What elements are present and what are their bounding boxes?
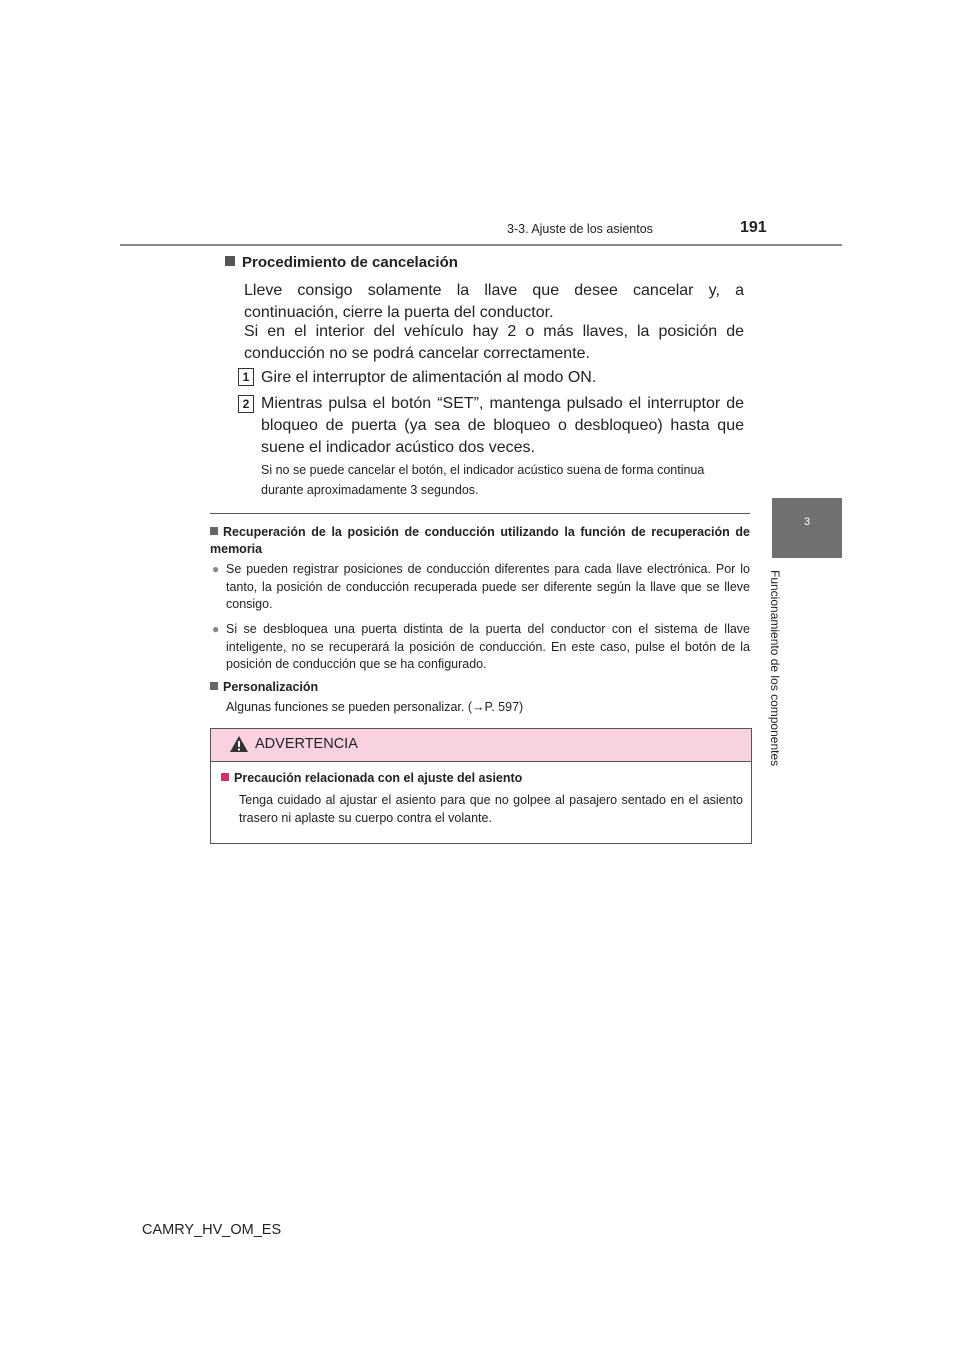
- recovery-bullet-2: Si se desbloquea una puerta distinta de la puerta del conductor con el sistema de llave inteligente, no se recuperará la posición de conducción. En este caso, pulse el botón de la posición de conducción que se ha configurado.: [226, 622, 750, 671]
- personalization-heading: [210, 679, 750, 696]
- step-2-text: Mientras pulsa el botón “SET”, mantenga pulsado el interruptor de bloqueo de puerta (ya sea de bloqueo o desbloqueo) hasta que suene el indicador acústico dos veces.: [261, 395, 744, 456]
- recovery-bullet-1: Se pueden registrar posiciones de conducción diferentes para cada llave electrónica. Por lo tanto, la posición de conducción recuperada puede ser diferente según la llave que se lleve consigo.: [226, 562, 750, 611]
- step-1-badge: 1: [238, 368, 254, 386]
- procedure-intro-2: Si en el interior del vehículo hay 2 o más llaves, la posición de conducción no se podrá cancelar correctamente.: [244, 323, 744, 362]
- section-label: 3-3. Ajuste de los asientos: [507, 222, 653, 236]
- list-item: [212, 561, 750, 614]
- warning-triangle-icon: [229, 735, 249, 753]
- recovery-heading: [210, 524, 750, 558]
- warning-text: Tenga cuidado al ajustar el asiento para que no golpee al pasajero sentado en el asiento trasero ni aplaste su cuerpo contra el volante.: [239, 793, 743, 825]
- warning-title: ADVERTENCIA: [255, 736, 358, 752]
- list-item: [212, 621, 750, 674]
- chapter-tab-label: Funcionamiento de los componentes: [768, 570, 782, 767]
- square-bullet-icon: [210, 527, 218, 535]
- personalization-text: Algunas funciones se pueden personalizar. (→P. 597): [226, 700, 524, 714]
- warning-subtitle: Precaución relacionada con el ajuste del asiento: [234, 771, 523, 785]
- square-bullet-icon: [210, 682, 218, 690]
- personalization-title: Personalización: [223, 680, 319, 694]
- procedure-intro-1: Lleve consigo solamente la llave que desee cancelar y, a continuación, cierre la puerta del conductor.: [244, 282, 744, 321]
- procedure-heading: [225, 254, 458, 271]
- square-bullet-icon: [221, 773, 229, 781]
- procedure-title: Procedimiento de cancelación: [242, 254, 458, 271]
- circle-bullet-icon: ●: [212, 562, 220, 576]
- step-1-text: Gire el interruptor de alimentación al modo ON.: [261, 369, 597, 386]
- chapter-tab: [772, 498, 842, 558]
- circle-bullet-icon: ●: [212, 622, 220, 636]
- chapter-tab-number: 3: [803, 516, 811, 528]
- document-code: CAMRY_HV_OM_ES: [142, 1222, 282, 1238]
- recovery-title: Recuperación de la posición de conducción utilizando la función de recuperación de memoria: [210, 525, 750, 556]
- square-bullet-icon: [225, 256, 235, 266]
- section-divider: [210, 513, 750, 514]
- warning-box: [210, 728, 752, 844]
- warning-header: [211, 729, 751, 762]
- procedure-note: Si no se puede cancelar el botón, el indicador acústico suena de forma continua durante aproximadamente 3 segundos.: [261, 463, 705, 497]
- page-number: 191: [740, 219, 767, 236]
- step-2-badge: 2: [238, 395, 254, 413]
- header-divider: [120, 244, 842, 246]
- warning-subheading: [221, 771, 522, 785]
